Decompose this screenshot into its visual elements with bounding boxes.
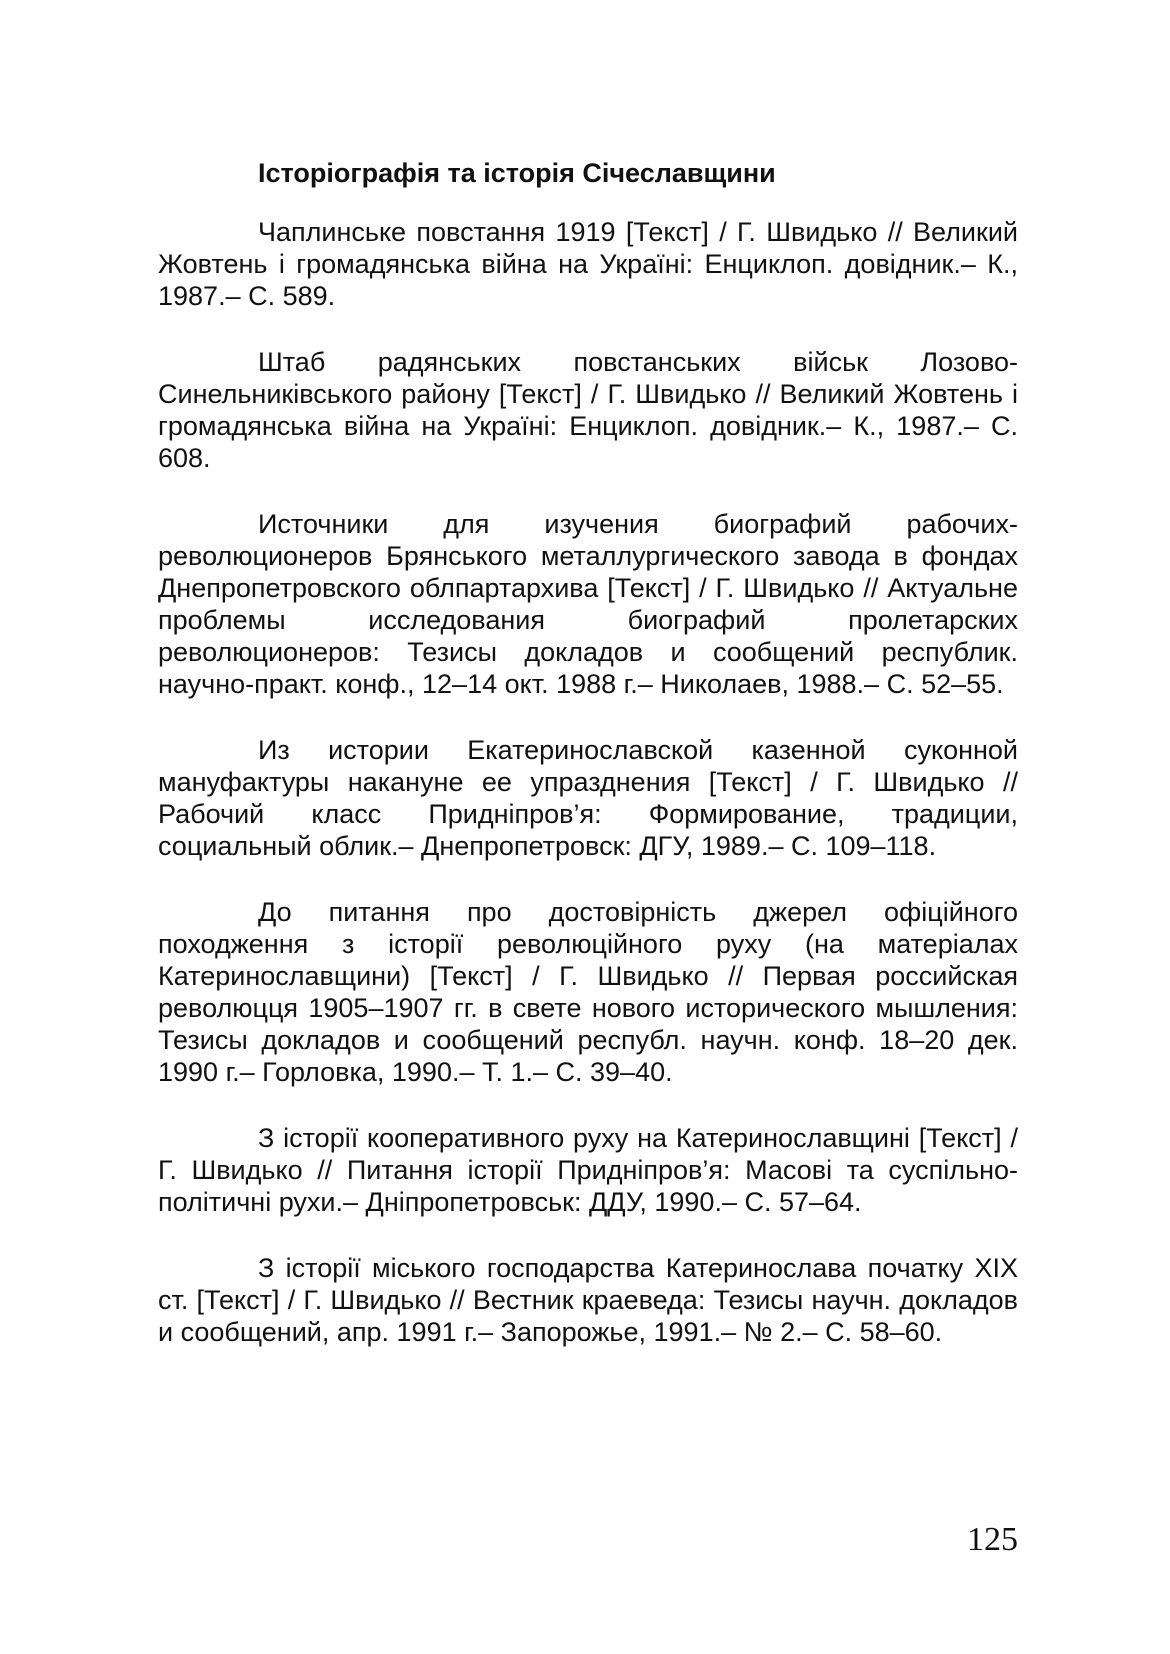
bibliography-entry: Источники для изучения биографий рабочих-революционеров Брянського металлургического завода в фондах Днепропетровского облпартархива [Текст] / Г. Швидько // Актуальне проблемы исследования биографий пролетарских революционеров: Тезисы докладов и сообщений республик. научно-практ. конф., 12–14 окт. 1988 г.– Николаев, 1988.– С. 52–55. bbox=[158, 509, 1018, 699]
bibliography-entry: З історії міського господарства Катеринослава початку XIX ст. [Текст] / Г. Швидько // Вестник краеведа: Тезисы научн. докладов и сообщений, апр. 1991 г.– Запорожье, 1991.– № 2.– С. 58–60. bbox=[158, 1253, 1018, 1347]
section-heading: Історіографія та історія Січеславщини bbox=[258, 158, 776, 188]
bibliography-list bbox=[158, 216, 1018, 1382]
bibliography-entry: Из истории Екатеринославской казенной суконной мануфактуры накануне ее упразднения [Текст] / Г. Швидько // Рабочий класс Придніпров’я: Формирование, традиции, социальный облик.– Днепропетровск: ДГУ, 1989.– С. 109–118. bbox=[158, 735, 1018, 861]
page-number: 125 bbox=[967, 1521, 1018, 1558]
bibliography-entry: Штаб радянських повстанських військ Лозово-Синельниківського району [Текст] / Г. Швидько // Великий Жовтень і громадянська війна на Україні: Енциклоп. довідник.– К., 1987.– С. 608. bbox=[158, 347, 1018, 473]
bibliography-entry: З історії кооперативного руху на Катеринославщині [Текст] / Г. Швидько // Питання історії Придніпров’я: Масові та суспільно-політичні рухи.– Дніпропетровськ: ДДУ, 1990.– С. 57–64. bbox=[158, 1123, 1018, 1217]
bibliography-entry: Чаплинське повстання 1919 [Текст] / Г. Швидько // Великий Жовтень і громадянська війна на Україні: Енциклоп. довідник.– К., 1987.– С. 589. bbox=[158, 217, 1018, 311]
bibliography-entry: До питання про достовірність джерел офіційного походження з історії революційного руху (на матеріалах Катеринославщини) [Текст] / Г. Швидько // Первая российская революцця 1905–1907 гг. в свете нового исторического мышления: Тезисы докладов и сообщений республ. научн. конф. 18–20 дек. 1990 г.– Горловка, 1990.– Т. 1.– С. 39–40. bbox=[158, 897, 1018, 1087]
